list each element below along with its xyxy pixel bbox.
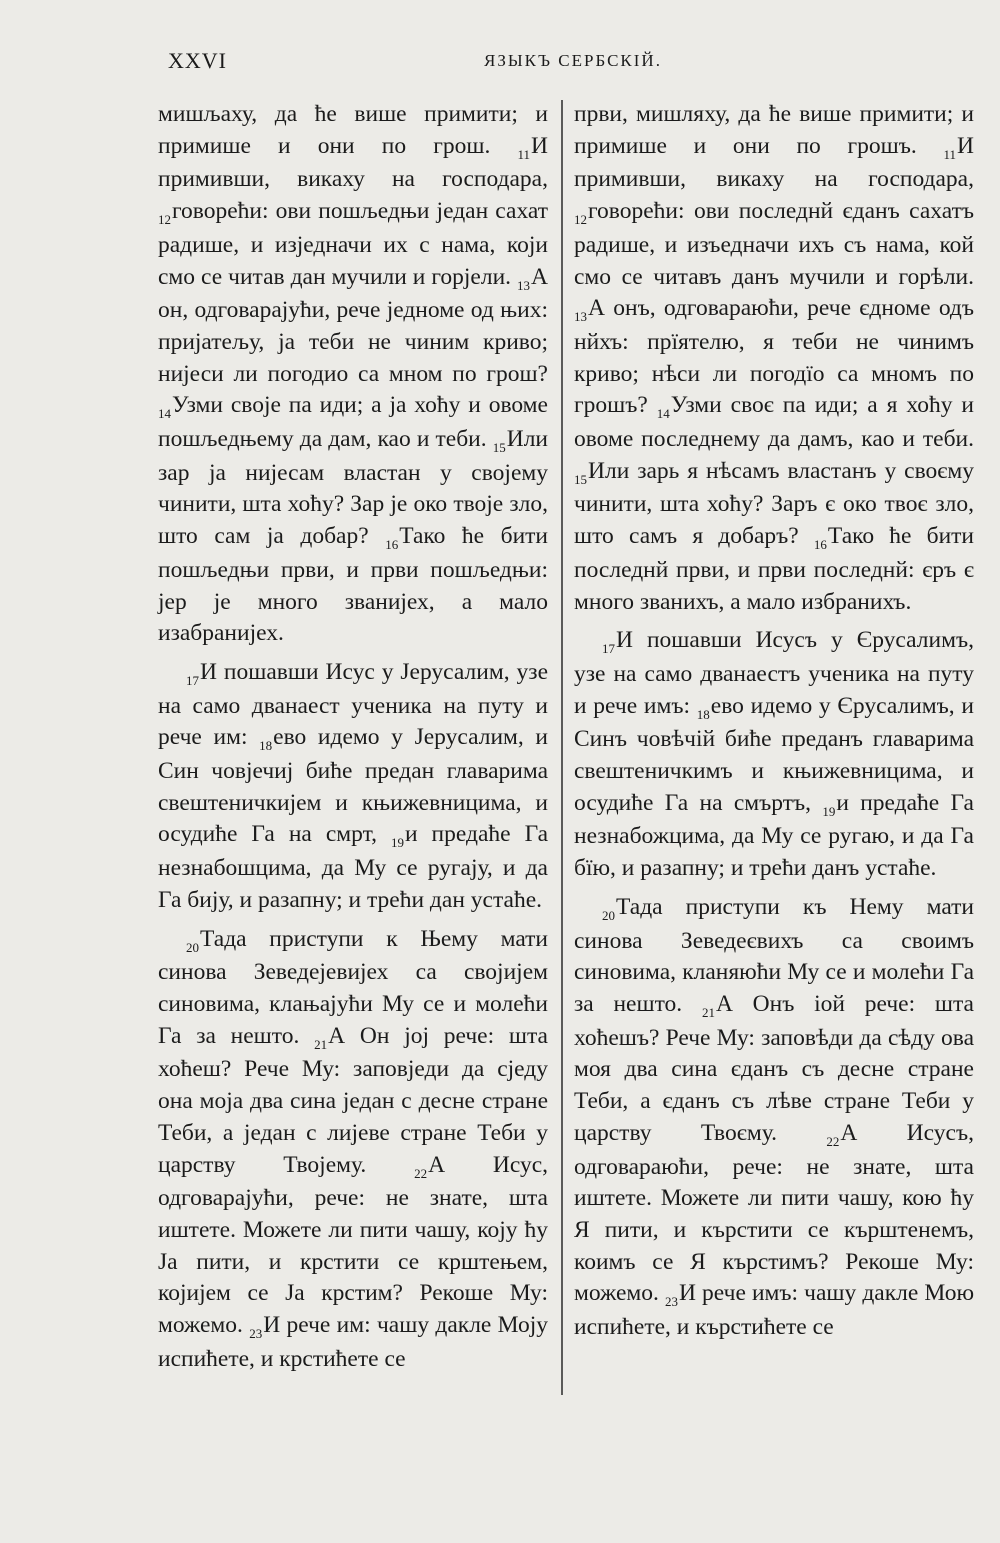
verse-text: и предаће Га незнабошцима, да Му се ругају, и да Га бију, и разапну; и трећи дан устаће. <box>158 821 548 913</box>
verse-text: мишљаху, да ће више примити; и примише и они по грош. <box>158 101 548 159</box>
verse-text: И пошавши Исусъ у Єрусалимъ, узе на само дванаестъ ученика на путу и рече имъ: <box>574 627 974 719</box>
verse-text: Тако ће бити пошљедњи први, и први пошљедњи: јер је много званијех, а мало изабранијех. <box>158 523 549 647</box>
verse-text: А Он јој рече: шта хоћеш? Рече Му: заповједи да сједу она моја два сина један с десне стране Теби, а један с лијеве стране Теби у царству Твојему. <box>158 1022 548 1178</box>
verse-number: 15 <box>574 471 587 487</box>
paragraph <box>574 625 974 885</box>
verse-text: И рече имъ: чашу дакле Мою испићете, и кърстићете се <box>574 1280 975 1341</box>
verse-text: први, мишляху, да ће више примити; и примише и они по грошъ. <box>574 101 974 159</box>
paragraph <box>574 892 974 1344</box>
column-divider <box>561 100 563 1395</box>
verse-text: Или зарь я нѣсамъ властанъ у своєму чинити, шта хоћу? Заръ є око твоє зло, што самъ я добаръ? <box>574 457 974 550</box>
verse-text: А Онъ іой рече: шта хоћешъ? Рече Му: заповѣди да сѣду ова моя два сина єданъ съ десне стране Теби, а єданъ съ лѣве стране Теби у царству Твоєму. <box>574 990 974 1146</box>
verse-number: 18 <box>696 706 710 722</box>
verse-number: 11 <box>517 146 531 162</box>
verse-number: 21 <box>701 1004 715 1020</box>
right-column-church-slavonic <box>574 99 974 1351</box>
verse-text: А Исусъ, одговараюћи, рече: не знате, шта иштете. Можете ли пити чашу, кою ћу Я пити, и кърстити се кърштенемъ, коимъ се Я кърстимъ? Рекоше Му: можемо. <box>574 1119 974 1307</box>
verse-text: И пошавши Исус у Јерусалим, узе на само дванаест ученика на путу и рече им: <box>158 658 548 751</box>
verse-number: 22 <box>826 1133 840 1149</box>
verse-text: И примивши, викаху на господара, <box>158 132 548 193</box>
verse-text: А Исус, одговарајући, рече: не знате, шта иштете. Можете ли пити чашу, коју ћу Ја пити, и крстити се крштењем, којијем се Ја крстим? Рекоше Му: можемо. <box>158 1151 548 1339</box>
paragraph <box>158 99 548 650</box>
verse-number: 20 <box>186 939 199 955</box>
verse-number: 22 <box>414 1165 428 1181</box>
verse-number: 13 <box>574 309 587 325</box>
verse-text: Узми своє па иди; а я хоћу и овоме последнему да дамъ, као и теби. <box>574 392 974 453</box>
verse-number: 14 <box>158 406 171 422</box>
verse-number: 17 <box>602 641 615 657</box>
verse-text: А он, одговарајући, рече једноме од њих: пријатељу, ја теби не чиним криво; нијеси ли погодио са мном по грош? <box>158 263 548 387</box>
verse-text: Узми своје па иди; а ја хоћу и овоме пошљедњему да дам, као и теби. <box>158 392 548 453</box>
page-header <box>168 48 968 78</box>
verse-text: говорећи: ови последнй єданъ сахатъ радише, и изъедначи ихъ съ нама, кой смо се читавъ данъ мучили и горѣли. <box>574 198 974 290</box>
running-title: ЯЗЫКЪ СЕРБСКІЙ. <box>484 51 662 70</box>
paragraph <box>574 99 974 618</box>
page-number: XXVI <box>168 48 227 73</box>
paragraph <box>158 657 548 917</box>
verse-text: ево идемо у Јерусалим, и Син човјечиј биће предан главарима свештеничкијем и књижевницима, и осудиће Га на смрт, <box>158 724 548 848</box>
verse-number: 17 <box>186 672 199 688</box>
verse-text: и предаће Га незнабожцима, да Му се ругаю, и да Га бїю, и разапну; и трећи данъ устаће. <box>574 789 974 882</box>
verse-number: 18 <box>259 738 273 754</box>
verse-number: 19 <box>390 835 404 851</box>
verse-number: 12 <box>158 212 171 228</box>
verse-number: 16 <box>813 537 827 553</box>
verse-number: 13 <box>517 277 531 293</box>
verse-number: 15 <box>492 440 506 456</box>
verse-number: 14 <box>656 406 670 422</box>
verse-text: Или зар ја нијесам властан у својему чинити, шта хоћу? Зар је око твоје зло, што сам ја добар? <box>158 426 548 550</box>
verse-text: А онъ, одговараюћи, рече єдноме одъ нйхъ: прїятелю, я теби не чинимъ криво; нѣси ли погодїо са мномъ по грошъ? <box>574 295 974 419</box>
verse-number: 11 <box>943 146 957 162</box>
paragraph <box>158 924 548 1376</box>
verse-number: 23 <box>664 1294 678 1310</box>
verse-number: 21 <box>314 1036 328 1052</box>
left-column-serbian <box>158 99 548 1382</box>
verse-number: 23 <box>249 1326 263 1342</box>
verse-text: Тада приступи къ Нему мати синова Зеведеєвихъ са своимъ синовима, кланяюћи Му се и молећи Га за нешто. <box>574 893 974 1017</box>
verse-text: Тада приступи к Њему мати синова Зеведејевијех са својијем синовима, клањајући Му се и молећи Га за нешто. <box>158 925 548 1049</box>
verse-text: И рече им: чашу дакле Моју испићете, и крстићете се <box>158 1312 549 1372</box>
verse-text: ево идемо у Єрусалимъ, и Синъ човѣчій биће преданъ главарима свештеничкимъ и књижевницима, и осудиће Га на смъртъ, <box>574 692 974 816</box>
verse-number: 20 <box>602 907 615 923</box>
verse-number: 19 <box>822 803 836 819</box>
verse-text: говорећи: ови пошљедњи један сахат радише, и изједначи их с нама, који смо се читав дан мучили и горјели. <box>158 198 548 290</box>
verse-text: Тако ће бити последнй први, и први последнй: єръ є много званихъ, а мало избранихъ. <box>574 523 975 615</box>
verse-text: И примивши, викаху на господара, <box>574 132 974 193</box>
verse-number: 12 <box>574 212 587 228</box>
verse-number: 16 <box>385 537 399 553</box>
